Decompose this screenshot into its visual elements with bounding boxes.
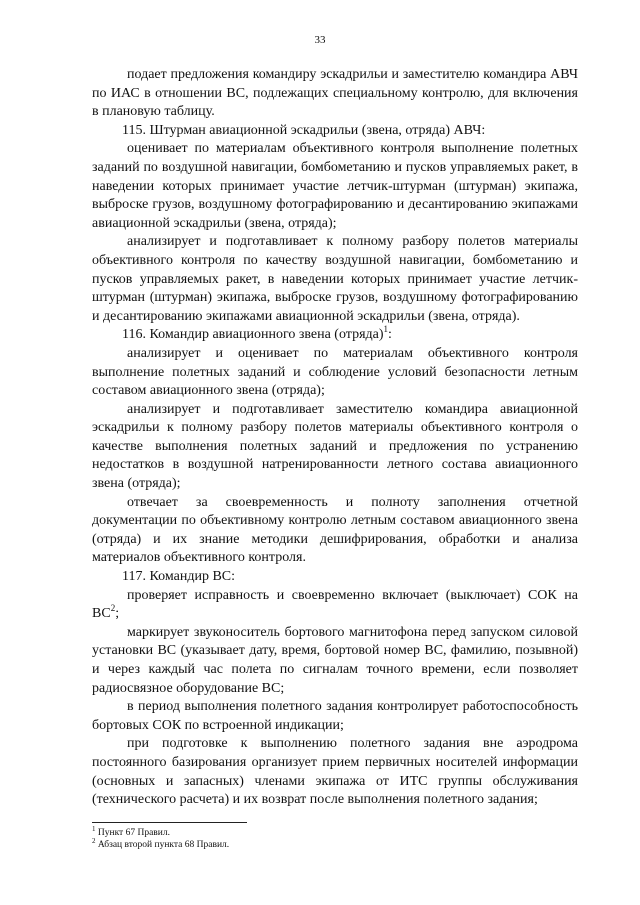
paragraph-text: подает предложения командиру эскадрильи и заместителю командира АВЧ по ИАС в отношении ВС, подлежащих специальному контролю, для включения в плановую таблицу. <box>92 67 578 120</box>
section-heading-115 <box>92 122 578 141</box>
paragraph-text: анализирует и подготавливает заместителю командира авиационной эскадрильи к полному разбору полетов материалы объективного контроля о качестве выполнения полетных заданий и предложения по устранению недостатков в воздушной натренированности летного состава авиационного звена (отряда); <box>92 401 578 492</box>
paragraph <box>92 735 578 809</box>
paragraph <box>92 494 578 568</box>
paragraph-text: анализирует и подготавливает к полному разбору полетов материалы объективного контроля по качеству воздушной навигации, бомбометанию и пусков управляемых ракет, в наведении которых принимает участие летчик-штурман (штурман) экипажа, выброске грузов, воздушному фотографированию и десантированию экипажами авиационной эскадрильи (звена, отряда). <box>92 234 578 324</box>
footnote-reference: 2 <box>110 603 116 614</box>
paragraph-text: отвечает за своевременность и полноту заполнения отчетной документации по объективному контролю летным составом авиационного звена (отряда) и их знание методики дешифрирования, обработки и анализа материалов объективного контроля. <box>92 494 578 566</box>
paragraph-text: при подготовке к выполнению полетного задания вне аэродрома постоянного базирования организует прием первичных носителей информации (основных и запасных) членами экипажа от ИТС группы обслуживания (технического расчета) и их возврат после выполнения полетного задания; <box>92 736 578 808</box>
paragraph <box>92 140 578 233</box>
footnote-reference: 1 <box>383 324 389 335</box>
paragraph <box>92 698 578 735</box>
section-heading-116 <box>92 326 578 345</box>
footnote-number: 1 <box>92 825 96 833</box>
footnote-item <box>92 827 578 839</box>
document-body <box>92 66 578 810</box>
page-number: 33 <box>314 34 326 46</box>
footnotes <box>92 827 578 851</box>
paragraph <box>92 401 578 494</box>
punctuation: : <box>388 327 392 343</box>
section-heading-text: 117. Командир ВС: <box>122 569 236 585</box>
footnote-item <box>92 839 578 851</box>
paragraph <box>92 624 578 698</box>
paragraph-text: в период выполнения полетного задания контролирует работоспособность бортовых СОК по встроенной индикации; <box>92 699 578 733</box>
section-heading-117 <box>92 568 578 587</box>
paragraph <box>92 587 578 624</box>
footnote-number: 2 <box>92 837 96 845</box>
paragraph-text: анализирует и оценивает по материалам объективного контроля выполнение полетных заданий и соблюдение условий безопасности летным составом авиационного звена (отряда); <box>92 345 578 399</box>
punctuation: ; <box>115 606 120 622</box>
footnote-text: Пункт 67 Правил. <box>97 828 170 838</box>
footnote-text: Абзац второй пункта 68 Правил. <box>97 840 230 850</box>
paragraph <box>92 345 578 401</box>
paragraph <box>92 233 578 326</box>
paragraph-text: маркирует звуконоситель бортового магнитофона перед запуском силовой установки ВС (указывает дату, время, бортовой номер ВС, фамилию, позывной) и через каждый час полета по сигналам точного времени, если позволяет радиосвязное оборудование ВС; <box>92 624 578 696</box>
section-heading-text: 116. Командир авиационного звена (отряда) <box>122 327 384 343</box>
paragraph <box>92 66 578 122</box>
paragraph-text: оценивает по материалам объективного контроля выполнение полетных заданий по воздушной навигации, бомбометанию и пусков управляемых ракет, в наведении которых принимает участие летчик-штурман (штурман) экипажа, выброске грузов, воздушному фотографированию и десантированию экипажами авиационной эскадрильи (звена, отряда); <box>92 141 578 231</box>
section-heading-text: 115. Штурман авиационной эскадрильи (звена, отряда) АВЧ: <box>122 122 486 138</box>
footnote-divider <box>92 822 247 823</box>
paragraph-text: проверяет исправность и своевременно включает (выключает) СОК на ВС <box>92 587 578 622</box>
